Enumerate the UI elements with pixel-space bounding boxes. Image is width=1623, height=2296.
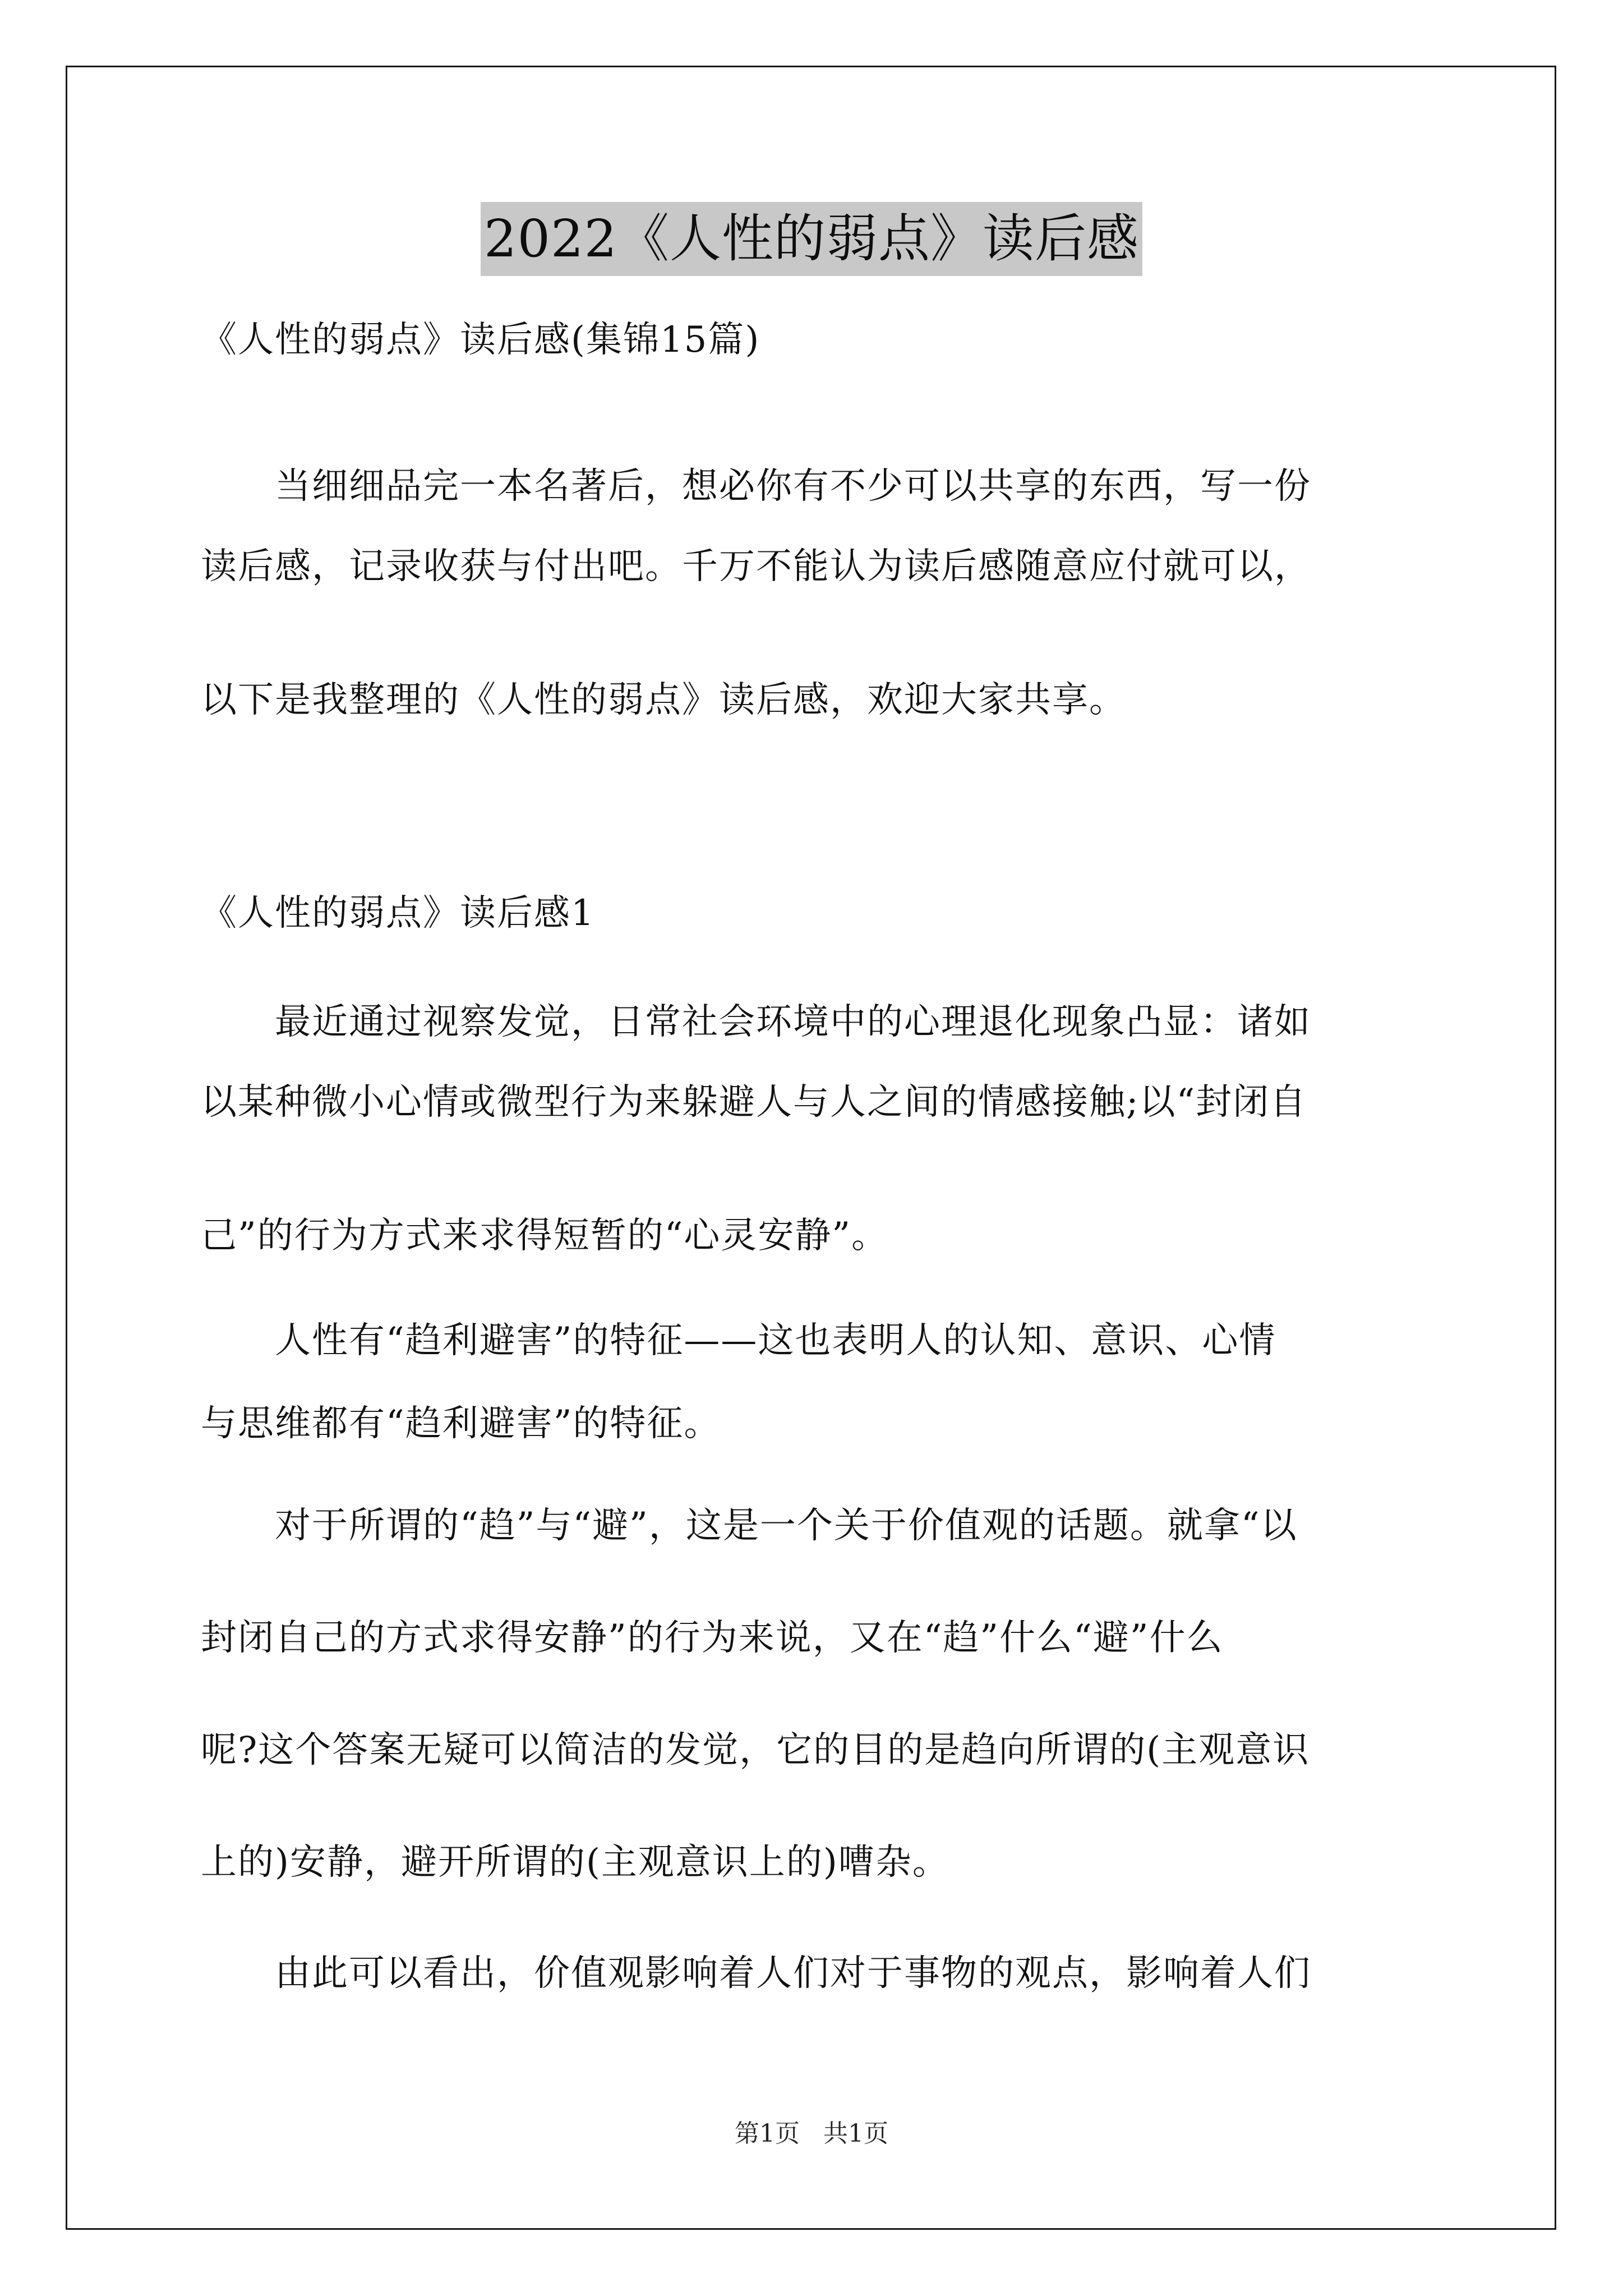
body-line-2: 以某种微小心情或微型行为来躲避人与人之间的情感接触;以“封闭自 (201, 1082, 1307, 1123)
intro-line-2: 读后感，记录收获与付出吧。千万不能认为读后感随意应付就可以， (201, 546, 1311, 587)
page-footer (0, 2118, 1623, 2150)
body-line-5: 与思维都有“趋利避害”的特征。 (201, 1403, 721, 1444)
page-border (66, 66, 1556, 2230)
intro-line-1: 当细细品完一本名著后，想必你有不少可以共享的东西，写一份 (201, 466, 1311, 507)
body-line-6: 对于所谓的“趋”与“避”，这是一个关于价值观的话题。就拿“以 (201, 1505, 1298, 1547)
body-line-3: 己”的行为方式来求得短暂的“心灵安静”。 (201, 1215, 889, 1257)
document-title: 2022《人性的弱点》读后感 (481, 202, 1142, 276)
page-total: 共1页 (823, 2119, 888, 2148)
body-line-8: 呢?这个答案无疑可以简洁的发觉，它的目的是趋向所谓的(主观意识 (201, 1729, 1310, 1771)
body-line-10: 由此可以看出，价值观影响着人们对于事物的观点，影响着人们 (201, 1953, 1311, 1994)
body-line-4: 人性有“趋利避害”的特征——这也表明人的认知、意识、心情 (201, 1320, 1276, 1361)
body-line-9: 上的)安静，避开所谓的(主观意识上的)嘈杂。 (201, 1842, 949, 1883)
body-line-1: 最近通过视察发觉，日常社会环境中的心理退化现象凸显：诸如 (201, 1001, 1311, 1043)
section-heading-1: 《人性的弱点》读后感1 (201, 892, 595, 934)
subtitle-line: 《人性的弱点》读后感(集锦15篇) (201, 319, 760, 361)
body-line-7: 封闭自己的方式求得安静”的行为来说，又在“趋”什么“避”什么 (201, 1617, 1224, 1659)
intro-line-3: 以下是我整理的《人性的弱点》读后感，欢迎大家共享。 (201, 679, 1126, 721)
page-current: 第1页 (735, 2119, 800, 2148)
title-container (0, 202, 1623, 276)
